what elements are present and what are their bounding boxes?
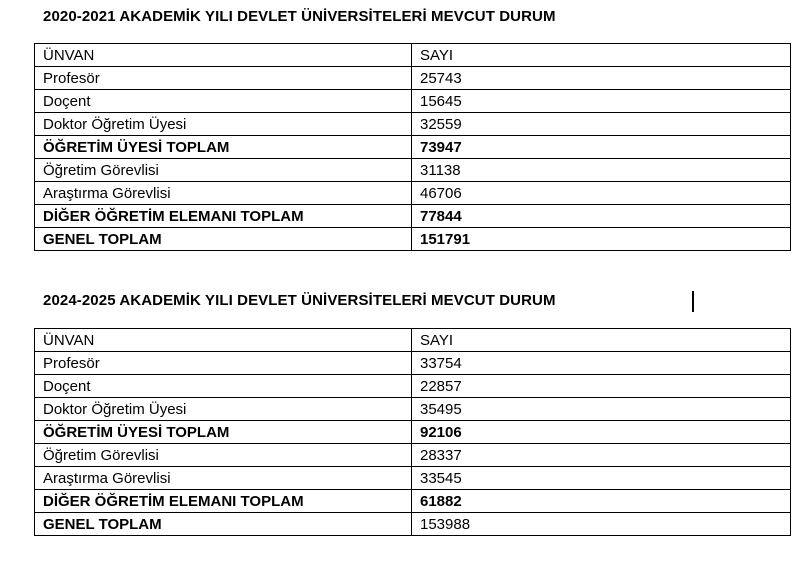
table-row — [35, 182, 791, 205]
row-count-cell: 33754 — [412, 352, 791, 375]
row-title-cell: ÖĞRETİM ÜYESİ TOPLAM — [35, 421, 412, 444]
row-count-cell: 15645 — [412, 90, 791, 113]
table-row — [35, 467, 791, 490]
table-subtotal-row — [35, 421, 791, 444]
header-title-cell: ÜNVAN — [35, 329, 412, 352]
row-count-cell: 32559 — [412, 113, 791, 136]
row-title-cell: Doktor Öğretim Üyesi — [35, 113, 412, 136]
table-row — [35, 159, 791, 182]
row-title-cell: ÖĞRETİM ÜYESİ TOPLAM — [35, 136, 412, 159]
staff-table-2024-2025 — [34, 328, 791, 536]
section-title-2024-2025: 2024-2025 AKADEMİK YILI DEVLET ÜNİVERSİTELERİ MEVCUT DURUM — [43, 292, 556, 309]
row-title-cell: Araştırma Görevlisi — [35, 467, 412, 490]
table-total-row — [35, 513, 791, 536]
text-cursor — [692, 291, 694, 312]
row-count-cell: 31138 — [412, 159, 791, 182]
row-count-cell: 35495 — [412, 398, 791, 421]
row-count-cell: 46706 — [412, 182, 791, 205]
table-row — [35, 398, 791, 421]
row-count-cell: 151791 — [412, 228, 791, 251]
table-subtotal-row — [35, 205, 791, 228]
table-total-row — [35, 228, 791, 251]
row-count-cell: 73947 — [412, 136, 791, 159]
row-count-cell: 61882 — [412, 490, 791, 513]
row-count-cell: 153988 — [412, 513, 791, 536]
table-header-row — [35, 44, 791, 67]
table-subtotal-row — [35, 490, 791, 513]
row-title-cell: Öğretim Görevlisi — [35, 159, 412, 182]
row-title-cell: GENEL TOPLAM — [35, 228, 412, 251]
row-count-cell: 28337 — [412, 444, 791, 467]
table-row — [35, 375, 791, 398]
row-title-cell: DİĞER ÖĞRETİM ELEMANI TOPLAM — [35, 490, 412, 513]
staff-table-2020-2021 — [34, 43, 791, 251]
header-count-cell: SAYI — [412, 44, 791, 67]
row-count-cell: 25743 — [412, 67, 791, 90]
row-title-cell: Doçent — [35, 90, 412, 113]
table-header-row — [35, 329, 791, 352]
row-title-cell: Profesör — [35, 352, 412, 375]
row-title-cell: GENEL TOPLAM — [35, 513, 412, 536]
row-title-cell: Öğretim Görevlisi — [35, 444, 412, 467]
row-title-cell: Profesör — [35, 67, 412, 90]
row-title-cell: Doktor Öğretim Üyesi — [35, 398, 412, 421]
row-title-cell: Araştırma Görevlisi — [35, 182, 412, 205]
header-count-cell: SAYI — [412, 329, 791, 352]
section-title-2020-2021: 2020-2021 AKADEMİK YILI DEVLET ÜNİVERSİTELERİ MEVCUT DURUM — [43, 8, 556, 25]
row-count-cell: 33545 — [412, 467, 791, 490]
header-title-cell: ÜNVAN — [35, 44, 412, 67]
table-row — [35, 113, 791, 136]
row-count-cell: 22857 — [412, 375, 791, 398]
row-count-cell: 92106 — [412, 421, 791, 444]
table-row — [35, 67, 791, 90]
row-title-cell: DİĞER ÖĞRETİM ELEMANI TOPLAM — [35, 205, 412, 228]
table-row — [35, 90, 791, 113]
row-title-cell: Doçent — [35, 375, 412, 398]
table-row — [35, 444, 791, 467]
table-subtotal-row — [35, 136, 791, 159]
table-row — [35, 352, 791, 375]
row-count-cell: 77844 — [412, 205, 791, 228]
